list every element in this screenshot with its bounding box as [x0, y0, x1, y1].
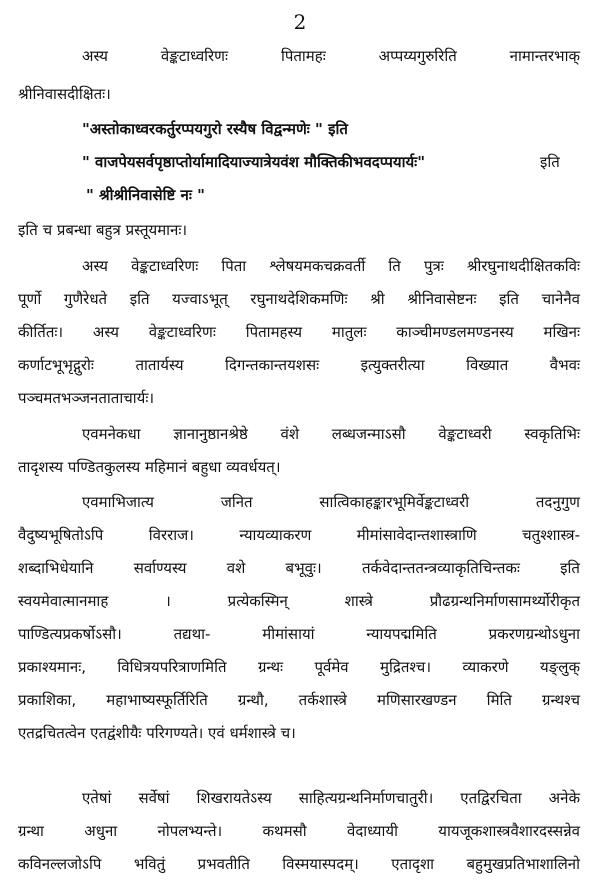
text-line: एवमनेकधा ज्ञानानुष्ठानश्रेष्ठे वंशे लब्धजन्माऽसौ वेङ्कटाध्वरी स्वकृतिभिः: [82, 425, 580, 443]
text-line: प्रकाशिका, महाभाष्यस्फूर्तिरिति ग्रन्थौ, तर्कशास्त्रे मणिसारखण्डन मिति ग्रन्थश्च: [18, 691, 580, 709]
text-line: तादृशस्य पण्डितकुलस्य महिमानं बहुधा व्यवर्धयत्।: [18, 458, 281, 476]
text-line: एतेषां सर्वेषां शिखरायतेऽस्य साहित्यग्रन्थनिर्माणचातुरी। एतद्विरचिता अनेके: [82, 789, 580, 807]
text-line: वैदुष्यभूषितोऽपि विरराज। न्यायव्याकरण मीमांसावेदान्तशास्त्राणि चतुश्शास्त्र-: [18, 526, 580, 544]
text-line: पूर्णो गुणैरेधते इति यज्वाऽभूत् रघुनाथदेशिकमणिः श्री श्रीनिवासेष्टनः इति चानेनैव: [18, 290, 580, 308]
quote-line: " वाजपेयसर्वपृष्ठाप्तोर्यामादियाज्यात्रेयवंश मौक्तिकीभवदप्पयार्यः": [82, 153, 426, 171]
quote-line: " श्रीश्रीनिवासेष्टि नः ": [86, 186, 205, 204]
text-line: पञ्चमतभञ्जनताताचार्यः।: [18, 389, 155, 407]
page-number: 2: [293, 10, 307, 34]
text-line: कीर्तितः। अस्य वेङ्कटाध्वरिणः पितामहस्य मातुलः काञ्चीमण्डलमण्डनस्य मखिनः: [18, 323, 580, 341]
text-line: अस्य वेङ्कटाध्वरिणः पिता श्लेषयमकचक्रवर्ती ति पुत्रः श्रीरघुनाथदीक्षितकविः: [82, 257, 580, 275]
text-line: एवमाभिजात्य जनित सात्विकाहङ्कारभूमिर्वेङ्कटाध्वरी तदनुगुण: [82, 493, 580, 511]
text-line: एतद्रचितत्वेन एतद्वंशीयैः परिगण्यते। एवं धर्मशास्त्रे च।: [18, 724, 296, 742]
text-line: कर्णाटभूभृद्गुरोः तातार्यस्य दिगन्तकान्तयशसः इत्युक्तरीत्या विख्यात वैभवः: [18, 356, 580, 374]
text-line: कविनल्लजोऽपि भवितुं प्रभवतीति विस्मयास्पदम्। एतादृशा बहुमुखप्रतिभाशालिनो: [18, 855, 580, 873]
text-line: इति: [540, 153, 560, 171]
quote-line: "अस्तोकाध्वरकर्तुरप्पयगुरो रस्यैष विद्वन्मणेः " इति: [82, 120, 348, 138]
text-line: शब्दाभिधेयानि सर्वाण्यस्य वशे बभूवुः। तर्कवेदान्ततन्त्रव्याकृतिचिन्तकः इति: [18, 559, 580, 577]
text-line: श्रीनिवासदीक्षितः।: [18, 85, 111, 103]
text-line: इति च प्रबन्धा बहुत्र प्रस्तूयमानः।: [18, 221, 188, 239]
text-line: पाण्डित्यप्रकर्षोऽसौ। तद्यथा- मीमांसायां न्यायपद्ममिति प्रकरणग्रन्थोऽधुना: [18, 625, 580, 643]
text-line: स्वयमेवात्मानमाह । प्रत्येकस्मिन् शास्त्रे प्रौढग्रन्थनिर्माणसामर्थ्योरीकृत: [18, 592, 580, 610]
text-line: प्रकाश्यमानः, विधित्रयपरित्राणमिति ग्रन्थः पूर्वमेव मुद्रितश्च। व्याकरणे यङ्लुक्: [18, 658, 580, 676]
text-line: ग्रन्था अधुना नोपलभ्यन्ते। कथमसौ वेदाध्यायी यायजूकशास्त्रवैशारदस्सन्नेव: [18, 822, 580, 840]
text-line: अस्य वेङ्कटाध्वरिणः पितामहः अप्पय्यगुरुरिति नामान्तरभाक्: [82, 47, 580, 65]
